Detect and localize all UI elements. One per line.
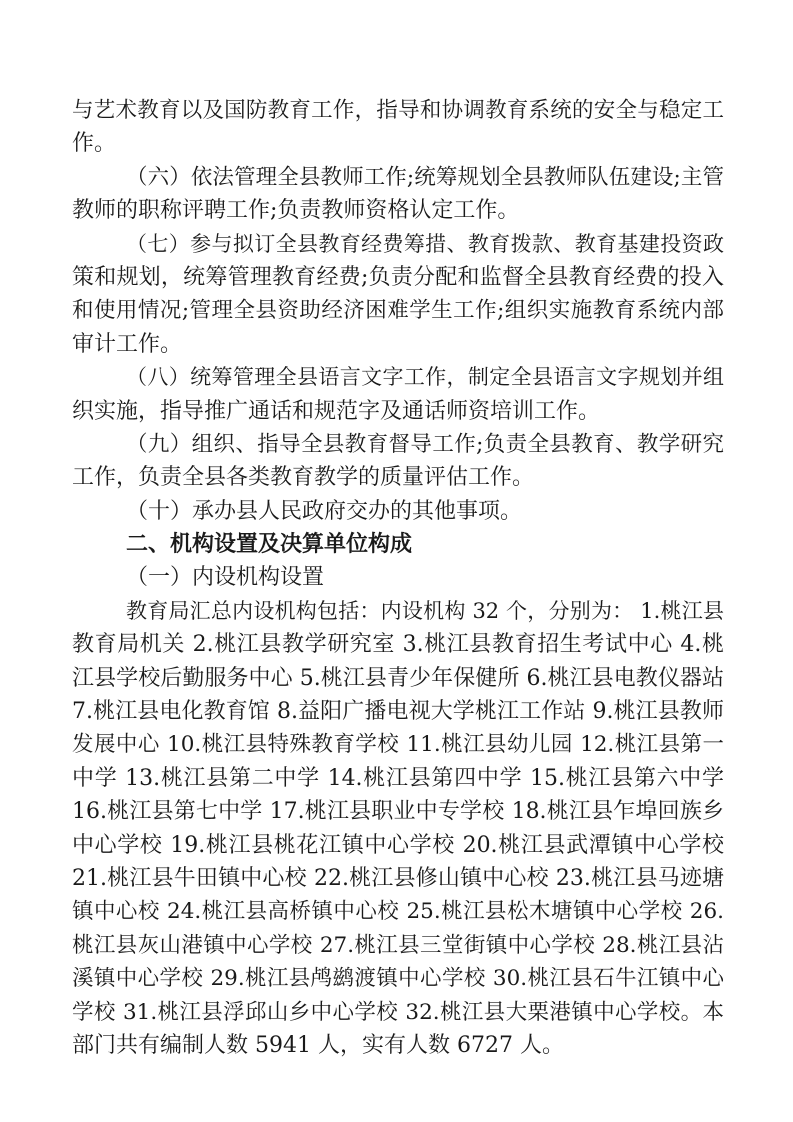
text-line: 和使用情况;管理全县资助经济困难学生工作;组织实施教育系统内部 (72, 298, 724, 324)
text-line: 16.桃江县第七中学 17.桃江县职业中专学校 18.桃江县乍埠回族乡 (72, 799, 724, 825)
text-line: 教育局机关 2.桃江县教学研究室 3.桃江县教育招生考试中心 4.桃 (72, 632, 724, 658)
text-line: 工作，负责全县各类教育教学的质量评估工作。 (72, 465, 535, 491)
text-line: 与艺术教育以及国防教育工作，指导和协调教育系统的安全与稳定工 (72, 98, 724, 123)
org-list-intro: 教育局汇总内设机构包括：内设机构 32 个，分别为： 1.桃江县 (126, 598, 724, 623)
staff-count-line: 部门共有编制人数 5941 人，实有人数 6727 人。 (72, 1032, 564, 1058)
text-line: 中心学校 19.桃江县桃花江镇中心学校 20.桃江县武潭镇中心学校 (72, 832, 724, 858)
text-line: 江县学校后勤服务中心 5.桃江县青少年保健所 6.桃江县电教仪器站 (72, 665, 724, 691)
text-line: 镇中心校 24.桃江县高桥镇中心校 25.桃江县松木塘镇中心学校 26. (72, 899, 724, 925)
text-line: 教师的职称评聘工作;负责教师资格认定工作。 (72, 198, 520, 224)
text-line: 审计工作。 (72, 331, 183, 357)
duty-item-8: （八）统筹管理全县语言文字工作，制定全县语言文字规划并组 (126, 365, 724, 390)
section-heading: 二、机构设置及决算单位构成 (126, 532, 413, 558)
text-line: 织实施，指导推广通话和规范字及通话师资培训工作。 (72, 398, 601, 424)
text-line: 7.桃江县电化教育馆 8.益阳广播电视大学桃江工作站 9.桃江县教师 (72, 699, 724, 725)
duty-item-10: （十）承办县人民政府交办的其他事项。 (126, 498, 523, 524)
text-line: 中学 13.桃江县第二中学 14.桃江县第四中学 15.桃江县第六中学 (72, 765, 724, 791)
text-line: 溪镇中心学校 29.桃江县鸬鹚渡镇中心学校 30.桃江县石牛江镇中心 (72, 966, 724, 992)
text-line: 作。 (72, 131, 117, 157)
duty-item-6: （六）依法管理全县教师工作;统筹规划全县教师队伍建设;主管 (126, 164, 724, 190)
text-line: 21.桃江县牛田镇中心校 22.桃江县修山镇中心校 23.桃江县马迹塘 (72, 865, 724, 891)
duty-item-9: （九）组织、指导全县教育督导工作;负责全县教育、教学研究 (126, 431, 724, 457)
text-line: 桃江县灰山港镇中心学校 27.桃江县三堂街镇中心学校 28.桃江县沾 (72, 932, 724, 958)
subsection-heading: （一）内设机构设置 (126, 565, 325, 591)
text-line: 策和规划，统筹管理教育经费;负责分配和监督全县教育经费的投入 (72, 264, 724, 290)
document-body (72, 94, 724, 1062)
text-line: 发展中心 10.桃江县特殊教育学校 11.桃江县幼儿园 12.桃江县第一 (72, 732, 724, 758)
duty-item-7: （七）参与拟订全县教育经费筹措、教育拨款、教育基建投资政 (126, 231, 724, 256)
text-line: 学校 31.桃江县浮邱山乡中心学校 32.桃江县大栗港镇中心学校。本 (72, 999, 724, 1025)
